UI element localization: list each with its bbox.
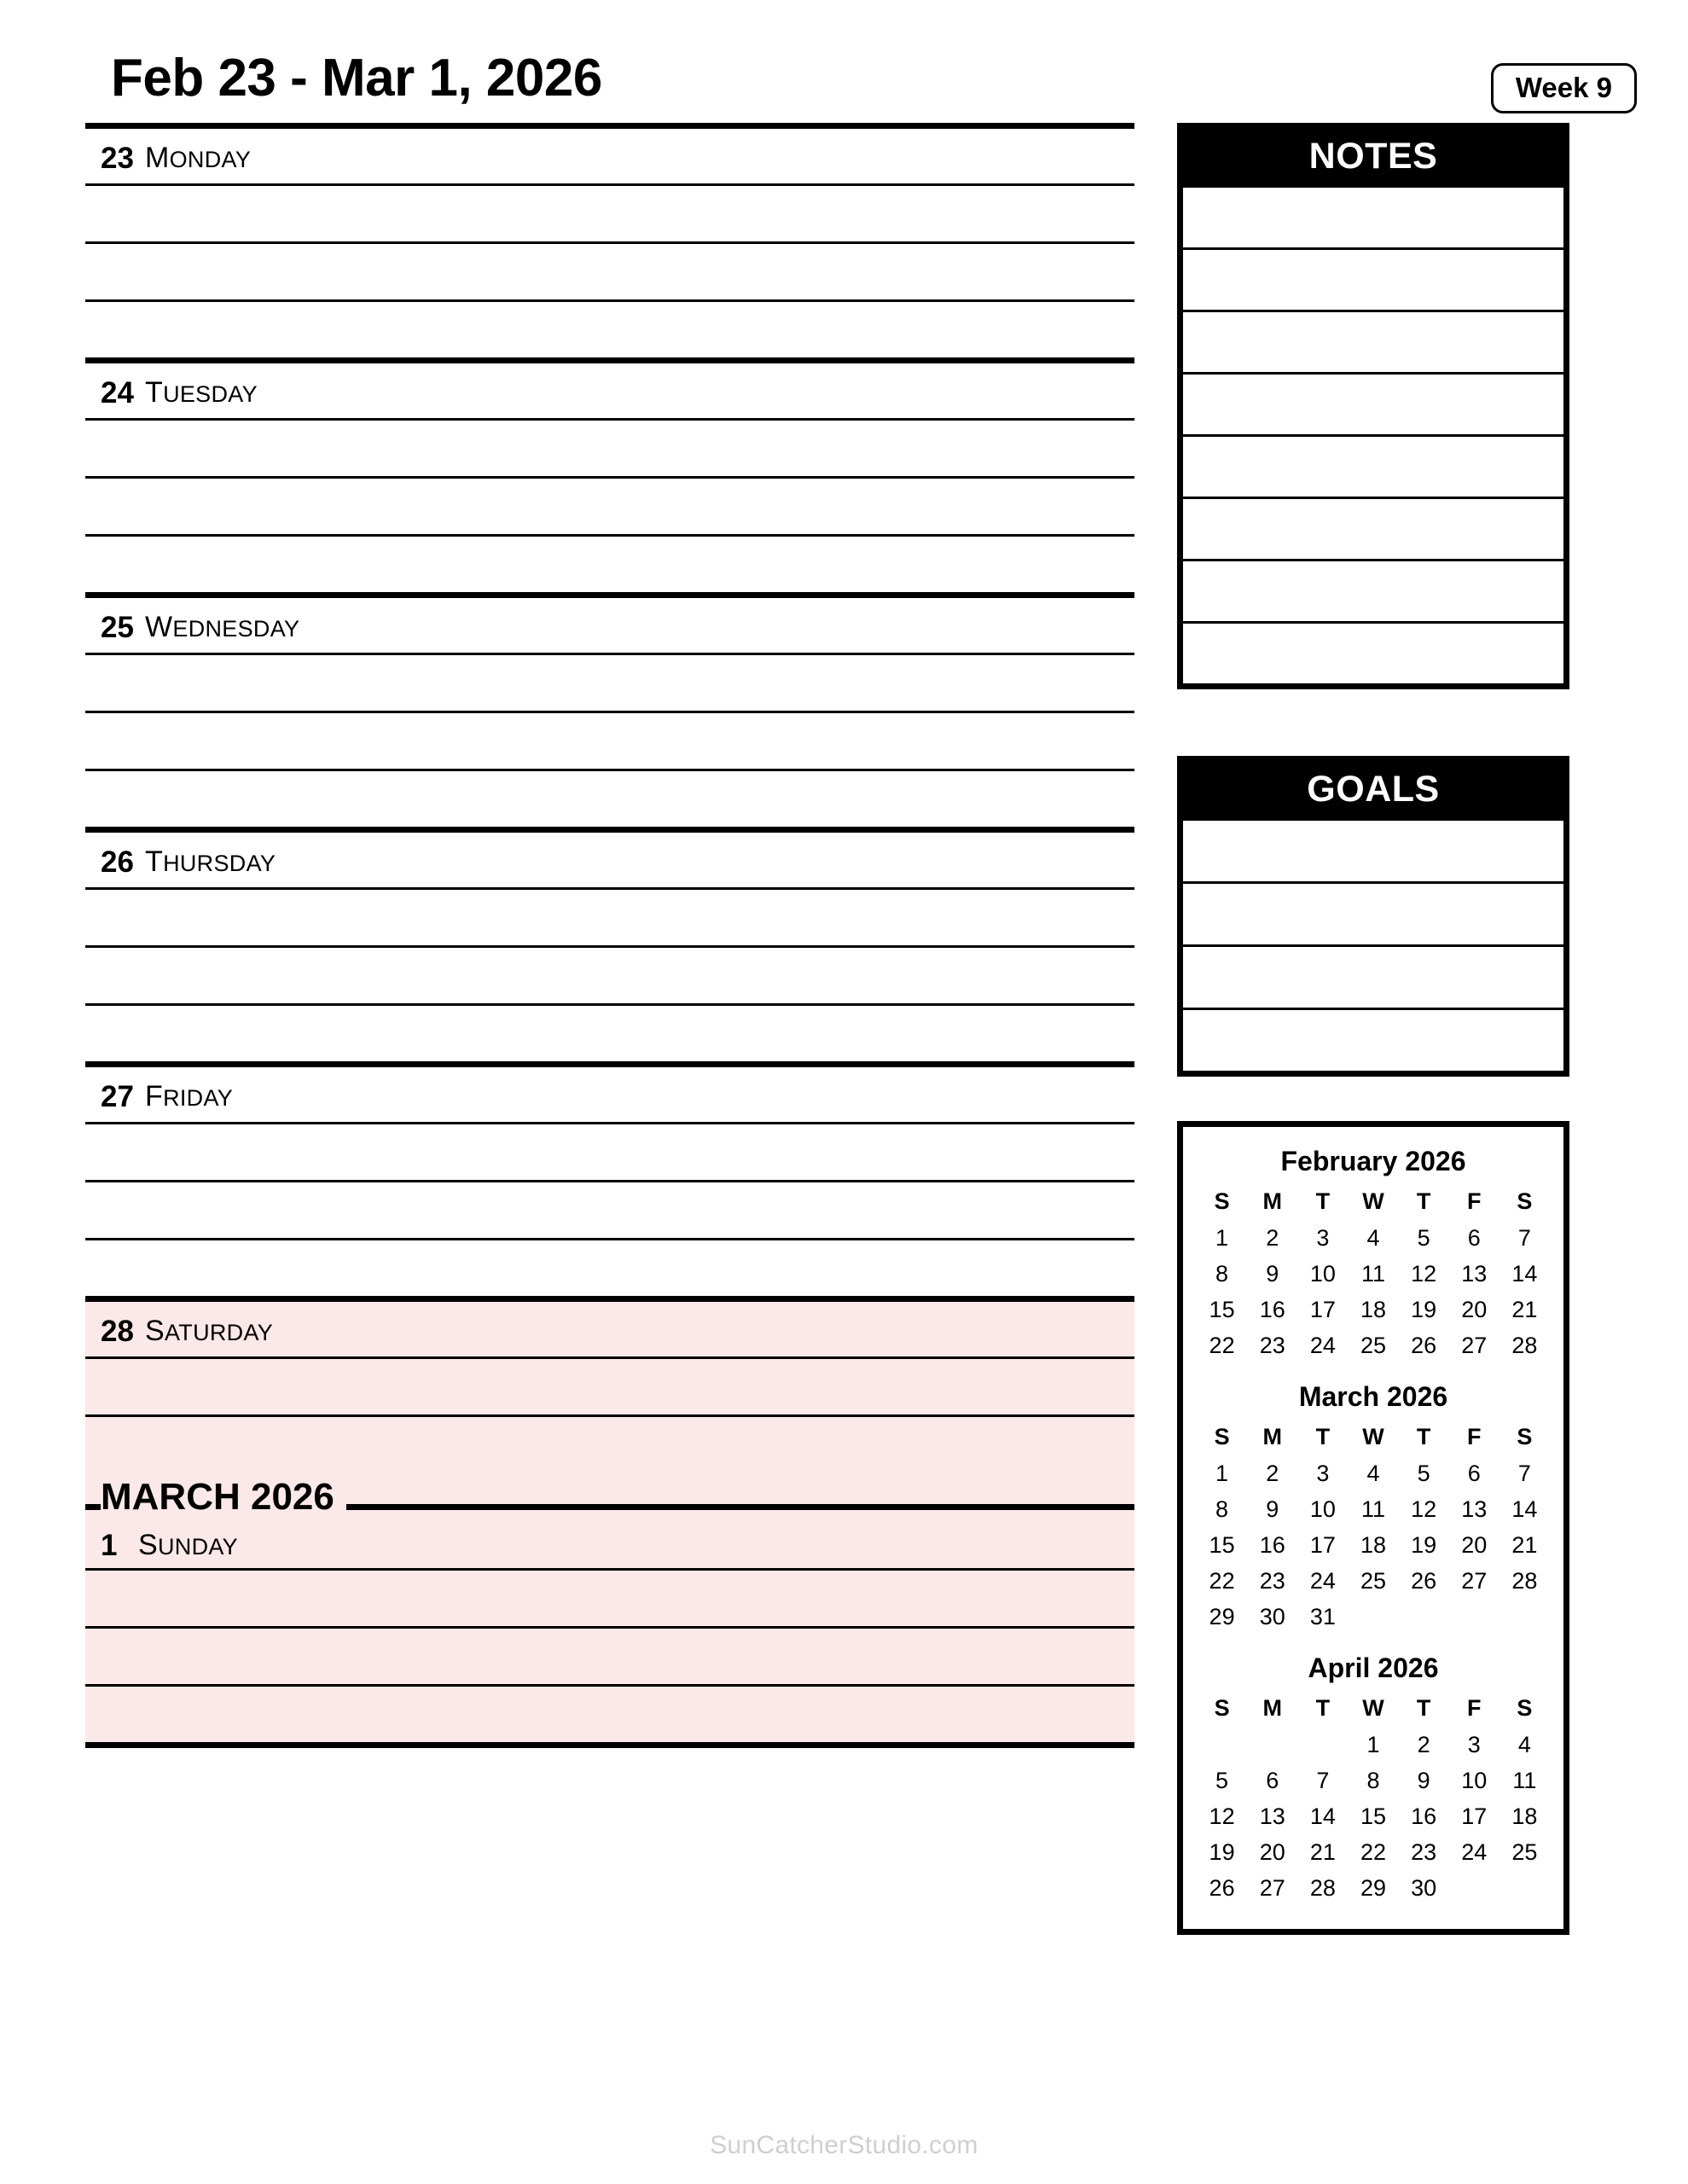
- panel-line[interactable]: [1183, 559, 1563, 621]
- calendar-day-cell[interactable]: [1197, 1728, 1247, 1763]
- mini-calendar-grid: [1197, 1421, 1550, 1635]
- calendar-day-cell[interactable]: 17: [1309, 1297, 1336, 1322]
- writing-line[interactable]: [85, 890, 1134, 948]
- right-column: [1177, 123, 1569, 1935]
- writing-line[interactable]: [85, 1359, 1134, 1417]
- day-name-rest: UNDAY: [157, 1534, 238, 1560]
- calendar-day-cell[interactable]: 17: [1309, 1532, 1336, 1558]
- page-footer: [0, 2131, 1688, 2160]
- calendar-day-cell[interactable]: 29: [1209, 1604, 1235, 1629]
- day-header: [85, 1067, 1134, 1124]
- calendar-day-cell[interactable]: 7: [1517, 1461, 1531, 1486]
- calendar-day-cell[interactable]: 12: [1209, 1804, 1235, 1829]
- calendar-day-cell[interactable]: 22: [1360, 1839, 1387, 1865]
- calendar-day-cell[interactable]: 15: [1360, 1804, 1387, 1829]
- calendar-day-cell[interactable]: 5: [1417, 1225, 1430, 1251]
- calendar-day-cell[interactable]: 13: [1259, 1804, 1285, 1829]
- calendar-day-cell[interactable]: 28: [1309, 1875, 1336, 1901]
- day-block: [85, 592, 1134, 827]
- calendar-day-cell[interactable]: [1449, 1871, 1499, 1907]
- calendar-day-cell[interactable]: 24: [1461, 1839, 1488, 1865]
- day-block-sunday: [85, 1472, 1134, 1742]
- calendar-day-cell[interactable]: 23: [1259, 1333, 1285, 1358]
- brand-label: SunCatcherStudio.com: [710, 2131, 978, 2159]
- mini-calendar-grid: [1197, 1186, 1550, 1364]
- calendar-day-cell[interactable]: 12: [1411, 1261, 1437, 1287]
- calendar-day-cell[interactable]: 24: [1309, 1333, 1336, 1358]
- day-header: [85, 129, 1134, 186]
- day-name: [145, 611, 299, 644]
- writing-line[interactable]: [85, 948, 1134, 1006]
- calendar-day-cell[interactable]: 9: [1266, 1496, 1279, 1522]
- calendar-day-cell[interactable]: 4: [1366, 1461, 1380, 1486]
- panel-line[interactable]: [1183, 247, 1563, 310]
- calendar-day-cell[interactable]: 13: [1461, 1261, 1488, 1287]
- day-number: 26: [101, 845, 134, 879]
- day-block: [85, 1296, 1134, 1472]
- calendar-day-cell[interactable]: 18: [1360, 1297, 1387, 1322]
- panel-line[interactable]: [1183, 821, 1563, 881]
- day-name: [145, 142, 251, 175]
- mini-calendar-title: April 2026: [1308, 1653, 1439, 1683]
- calendar-day-cell[interactable]: [1499, 1600, 1550, 1635]
- calendar-week-row: [1197, 1728, 1550, 1763]
- writing-line[interactable]: [85, 421, 1134, 479]
- day-block: [85, 357, 1134, 592]
- day-name: [145, 1080, 233, 1113]
- calendar-day-cell[interactable]: 11: [1360, 1261, 1385, 1287]
- calendar-day-cell[interactable]: 21: [1309, 1839, 1336, 1865]
- writing-line[interactable]: [85, 1182, 1134, 1240]
- writing-line[interactable]: [85, 479, 1134, 537]
- writing-line[interactable]: [85, 1006, 1134, 1061]
- day-number: 1: [101, 1529, 118, 1562]
- calendar-week-row: [1197, 1564, 1550, 1600]
- calendar-day-cell[interactable]: 14: [1511, 1261, 1538, 1287]
- calendar-day-cell[interactable]: 11: [1512, 1768, 1537, 1793]
- day-top-rule: [85, 1061, 1134, 1067]
- weekday-header: F: [1467, 1695, 1482, 1721]
- month-label: MARCH 2026: [101, 1476, 346, 1519]
- calendar-day-cell[interactable]: 2: [1266, 1225, 1279, 1251]
- writing-line[interactable]: [85, 771, 1134, 827]
- calendar-day-cell[interactable]: 17: [1461, 1804, 1488, 1829]
- weekday-header: S: [1214, 1424, 1230, 1449]
- calendar-day-cell[interactable]: 27: [1461, 1568, 1488, 1594]
- goals-panel: [1177, 756, 1569, 1077]
- calendar-day-cell[interactable]: 8: [1366, 1768, 1380, 1793]
- calendar-day-cell[interactable]: 21: [1511, 1297, 1538, 1322]
- calendar-day-cell[interactable]: 20: [1259, 1839, 1285, 1865]
- calendar-day-cell[interactable]: 1: [1215, 1461, 1229, 1486]
- page-title: Feb 23 - Mar 1, 2026: [111, 49, 602, 107]
- notes-panel: [1177, 123, 1569, 689]
- day-name-initial: M: [145, 142, 170, 174]
- calendar-day-cell[interactable]: 3: [1316, 1461, 1330, 1486]
- calendar-day-cell[interactable]: 25: [1511, 1839, 1538, 1865]
- weekday-header: T: [1416, 1424, 1431, 1449]
- day-top-rule: [85, 123, 1134, 129]
- writing-line[interactable]: [85, 244, 1134, 302]
- calendar-day-cell[interactable]: 26: [1209, 1875, 1235, 1901]
- day-name: [145, 376, 258, 410]
- day-header: [85, 1302, 1134, 1359]
- month-divider: [85, 1472, 1134, 1571]
- calendar-day-cell[interactable]: 7: [1316, 1768, 1330, 1793]
- day-header: [85, 833, 1134, 890]
- calendar-week-row: [1197, 1871, 1550, 1907]
- calendar-week-row: [1197, 1221, 1550, 1257]
- goals-title: GOALS: [1183, 762, 1563, 821]
- day-top-rule: [85, 592, 1134, 598]
- mini-calendars: [1177, 1121, 1569, 1935]
- calendar-day-cell[interactable]: 20: [1461, 1532, 1488, 1558]
- weekday-header: T: [1315, 1695, 1331, 1721]
- mini-calendar-title: February 2026: [1280, 1146, 1466, 1176]
- day-top-rule: [85, 827, 1134, 833]
- calendar-day-cell[interactable]: 19: [1411, 1297, 1437, 1322]
- calendar-day-cell[interactable]: 16: [1411, 1804, 1437, 1829]
- calendar-day-cell[interactable]: [1348, 1600, 1398, 1635]
- calendar-day-cell[interactable]: 27: [1259, 1875, 1285, 1901]
- calendar-day-cell[interactable]: 1: [1215, 1225, 1229, 1251]
- calendar-day-cell[interactable]: 9: [1266, 1261, 1279, 1287]
- calendar-week-row: [1197, 1799, 1550, 1835]
- calendar-day-cell[interactable]: 8: [1215, 1261, 1229, 1287]
- day-name-rest: ONDAY: [169, 147, 252, 172]
- calendar-day-cell[interactable]: 10: [1461, 1768, 1488, 1793]
- writing-line[interactable]: [85, 302, 1134, 357]
- calendar-week-row: [1197, 1600, 1550, 1635]
- weekday-header: T: [1315, 1188, 1331, 1214]
- calendar-day-cell[interactable]: 18: [1360, 1532, 1387, 1558]
- calendar-week-row: [1197, 1328, 1550, 1364]
- mini-calendar-title: March 2026: [1298, 1381, 1448, 1412]
- calendar-day-cell[interactable]: 6: [1467, 1461, 1481, 1486]
- day-name-initial: S: [138, 1529, 158, 1561]
- notes-lines: [1183, 188, 1563, 683]
- mini-calendar: [1197, 1146, 1550, 1364]
- calendar-day-cell[interactable]: 15: [1209, 1532, 1235, 1558]
- weekday-header: T: [1416, 1188, 1431, 1214]
- weekday-header: W: [1362, 1695, 1384, 1721]
- weekday-header: S: [1214, 1188, 1230, 1214]
- calendar-day-cell[interactable]: 20: [1461, 1297, 1488, 1322]
- calendar-week-row: [1197, 1257, 1550, 1292]
- day-name-rest: ATURDAY: [164, 1320, 274, 1345]
- weekday-header: F: [1467, 1188, 1482, 1214]
- weekday-header: M: [1262, 1424, 1282, 1449]
- week-badge: Week 9: [1491, 63, 1637, 113]
- calendar-week-row: [1197, 1763, 1550, 1799]
- calendar-day-cell[interactable]: [1399, 1600, 1449, 1635]
- panel-line[interactable]: [1183, 944, 1563, 1008]
- day-name: [138, 1529, 238, 1562]
- panel-line[interactable]: [1183, 434, 1563, 497]
- day-number: 23: [101, 142, 134, 175]
- weekday-header: S: [1517, 1188, 1533, 1214]
- day-name-initial: F: [145, 1080, 164, 1112]
- calendar-week-row: [1197, 1456, 1550, 1492]
- day-name-rest: EDNESDAY: [172, 616, 300, 642]
- calendar-day-cell[interactable]: [1247, 1728, 1297, 1763]
- day-block: [85, 1061, 1134, 1296]
- calendar-week-row: [1197, 1835, 1550, 1871]
- day-name-initial: S: [145, 1315, 165, 1347]
- page-header: [51, 29, 1637, 123]
- day-number: 24: [101, 376, 134, 410]
- day-block: [85, 123, 1134, 357]
- weekday-header: T: [1315, 1424, 1331, 1449]
- day-name-rest: RIDAY: [163, 1085, 234, 1111]
- calendar-day-cell[interactable]: 21: [1511, 1532, 1538, 1558]
- calendar-day-cell[interactable]: 2: [1417, 1732, 1430, 1757]
- writing-line[interactable]: [85, 655, 1134, 713]
- calendar-day-cell[interactable]: [1499, 1871, 1550, 1907]
- calendar-day-cell[interactable]: 23: [1259, 1568, 1285, 1594]
- day-name-rest: UESDAY: [163, 381, 258, 407]
- calendar-day-cell[interactable]: 7: [1517, 1225, 1531, 1251]
- writing-line[interactable]: [85, 1687, 1134, 1742]
- calendar-day-cell[interactable]: 18: [1511, 1804, 1538, 1829]
- panel-line[interactable]: [1183, 621, 1563, 683]
- calendar-day-cell[interactable]: 13: [1461, 1496, 1488, 1522]
- days-bottom-rule: [85, 1742, 1134, 1748]
- calendar-day-cell[interactable]: 10: [1309, 1261, 1336, 1287]
- calendar-day-cell[interactable]: 19: [1411, 1532, 1437, 1558]
- day-number: 27: [101, 1080, 134, 1113]
- mini-calendar: [1197, 1653, 1550, 1907]
- writing-line[interactable]: [85, 713, 1134, 771]
- calendar-week-row: [1197, 1292, 1550, 1328]
- day-name: [145, 1315, 273, 1348]
- day-top-rule: [85, 1296, 1134, 1302]
- panel-line[interactable]: [1183, 1008, 1563, 1071]
- writing-line[interactable]: [85, 1124, 1134, 1182]
- calendar-day-cell[interactable]: 22: [1209, 1568, 1235, 1594]
- day-header: [85, 598, 1134, 655]
- page-body: [51, 123, 1637, 2128]
- calendar-week-row: [1197, 1528, 1550, 1564]
- calendar-day-cell[interactable]: 15: [1209, 1297, 1235, 1322]
- calendar-day-cell[interactable]: 30: [1411, 1875, 1437, 1901]
- weekday-header: S: [1517, 1695, 1533, 1721]
- calendar-day-cell[interactable]: 6: [1467, 1225, 1481, 1251]
- panel-line[interactable]: [1183, 497, 1563, 559]
- calendar-day-cell[interactable]: 28: [1511, 1568, 1538, 1594]
- day-number: 28: [101, 1315, 134, 1348]
- calendar-day-cell[interactable]: 4: [1517, 1732, 1531, 1757]
- weekday-header: S: [1517, 1424, 1533, 1449]
- calendar-day-cell[interactable]: 2: [1266, 1461, 1279, 1486]
- calendar-day-cell[interactable]: 26: [1411, 1333, 1437, 1358]
- writing-line[interactable]: [85, 1571, 1134, 1629]
- writing-line[interactable]: [85, 537, 1134, 592]
- calendar-day-cell[interactable]: [1297, 1728, 1348, 1763]
- writing-line[interactable]: [85, 1417, 1134, 1472]
- weekday-header: M: [1262, 1695, 1282, 1721]
- calendar-day-cell[interactable]: 25: [1360, 1568, 1387, 1594]
- panel-line[interactable]: [1183, 188, 1563, 247]
- goals-lines: [1183, 821, 1563, 1071]
- calendar-day-cell[interactable]: 30: [1259, 1604, 1285, 1629]
- writing-line[interactable]: [85, 1240, 1134, 1296]
- day-name-initial: T: [145, 845, 164, 878]
- day-entries: [85, 123, 1134, 1748]
- calendar-day-cell[interactable]: 29: [1360, 1875, 1387, 1901]
- weekday-header: T: [1416, 1695, 1431, 1721]
- calendar-day-cell[interactable]: 11: [1360, 1496, 1385, 1522]
- weekday-header: M: [1262, 1188, 1282, 1214]
- calendar-day-cell[interactable]: 26: [1411, 1568, 1437, 1594]
- calendar-day-cell[interactable]: 16: [1259, 1297, 1285, 1322]
- calendar-day-cell[interactable]: 8: [1215, 1496, 1229, 1522]
- calendar-day-cell[interactable]: 12: [1411, 1496, 1437, 1522]
- calendar-day-cell[interactable]: 25: [1360, 1333, 1387, 1358]
- weekday-header: W: [1362, 1424, 1384, 1449]
- calendar-day-cell[interactable]: 31: [1309, 1604, 1336, 1629]
- calendar-day-cell[interactable]: 4: [1366, 1225, 1380, 1251]
- weekday-header: F: [1467, 1424, 1482, 1449]
- calendar-day-cell[interactable]: 6: [1266, 1768, 1279, 1793]
- weekday-header: S: [1214, 1695, 1230, 1721]
- calendar-day-cell[interactable]: 14: [1511, 1496, 1538, 1522]
- calendar-week-row: [1197, 1492, 1550, 1528]
- notes-title: NOTES: [1183, 129, 1563, 188]
- calendar-day-cell[interactable]: 10: [1309, 1496, 1336, 1522]
- calendar-day-cell[interactable]: 22: [1209, 1333, 1235, 1358]
- panel-line[interactable]: [1183, 372, 1563, 434]
- calendar-day-cell[interactable]: 3: [1316, 1225, 1330, 1251]
- calendar-day-cell[interactable]: 5: [1417, 1461, 1430, 1486]
- calendar-day-cell[interactable]: 27: [1461, 1333, 1488, 1358]
- writing-line[interactable]: [85, 1629, 1134, 1687]
- calendar-day-cell[interactable]: 5: [1215, 1768, 1229, 1793]
- calendar-day-cell[interactable]: 16: [1259, 1532, 1285, 1558]
- day-block: [85, 827, 1134, 1061]
- day-name-initial: W: [145, 611, 173, 643]
- calendar-day-cell[interactable]: 23: [1411, 1839, 1437, 1865]
- panel-line[interactable]: [1183, 881, 1563, 944]
- writing-line[interactable]: [85, 186, 1134, 244]
- day-name-initial: T: [145, 376, 164, 409]
- calendar-day-cell[interactable]: 3: [1467, 1732, 1481, 1757]
- mini-calendar-grid: [1197, 1693, 1550, 1907]
- weekday-header: W: [1362, 1188, 1384, 1214]
- calendar-day-cell[interactable]: [1449, 1600, 1499, 1635]
- calendar-day-cell[interactable]: 1: [1366, 1732, 1380, 1757]
- day-number: 25: [101, 611, 134, 644]
- panel-line[interactable]: [1183, 310, 1563, 372]
- calendar-day-cell[interactable]: 24: [1309, 1568, 1336, 1594]
- calendar-day-cell[interactable]: 28: [1511, 1333, 1538, 1358]
- mini-calendar: [1197, 1381, 1550, 1635]
- day-header: [85, 363, 1134, 421]
- calendar-day-cell[interactable]: 14: [1309, 1804, 1336, 1829]
- calendar-day-cell[interactable]: 19: [1209, 1839, 1235, 1865]
- calendar-day-cell[interactable]: 9: [1417, 1768, 1430, 1793]
- day-top-rule: [85, 357, 1134, 363]
- day-name-rest: HURSDAY: [163, 851, 276, 876]
- day-name: [145, 845, 276, 879]
